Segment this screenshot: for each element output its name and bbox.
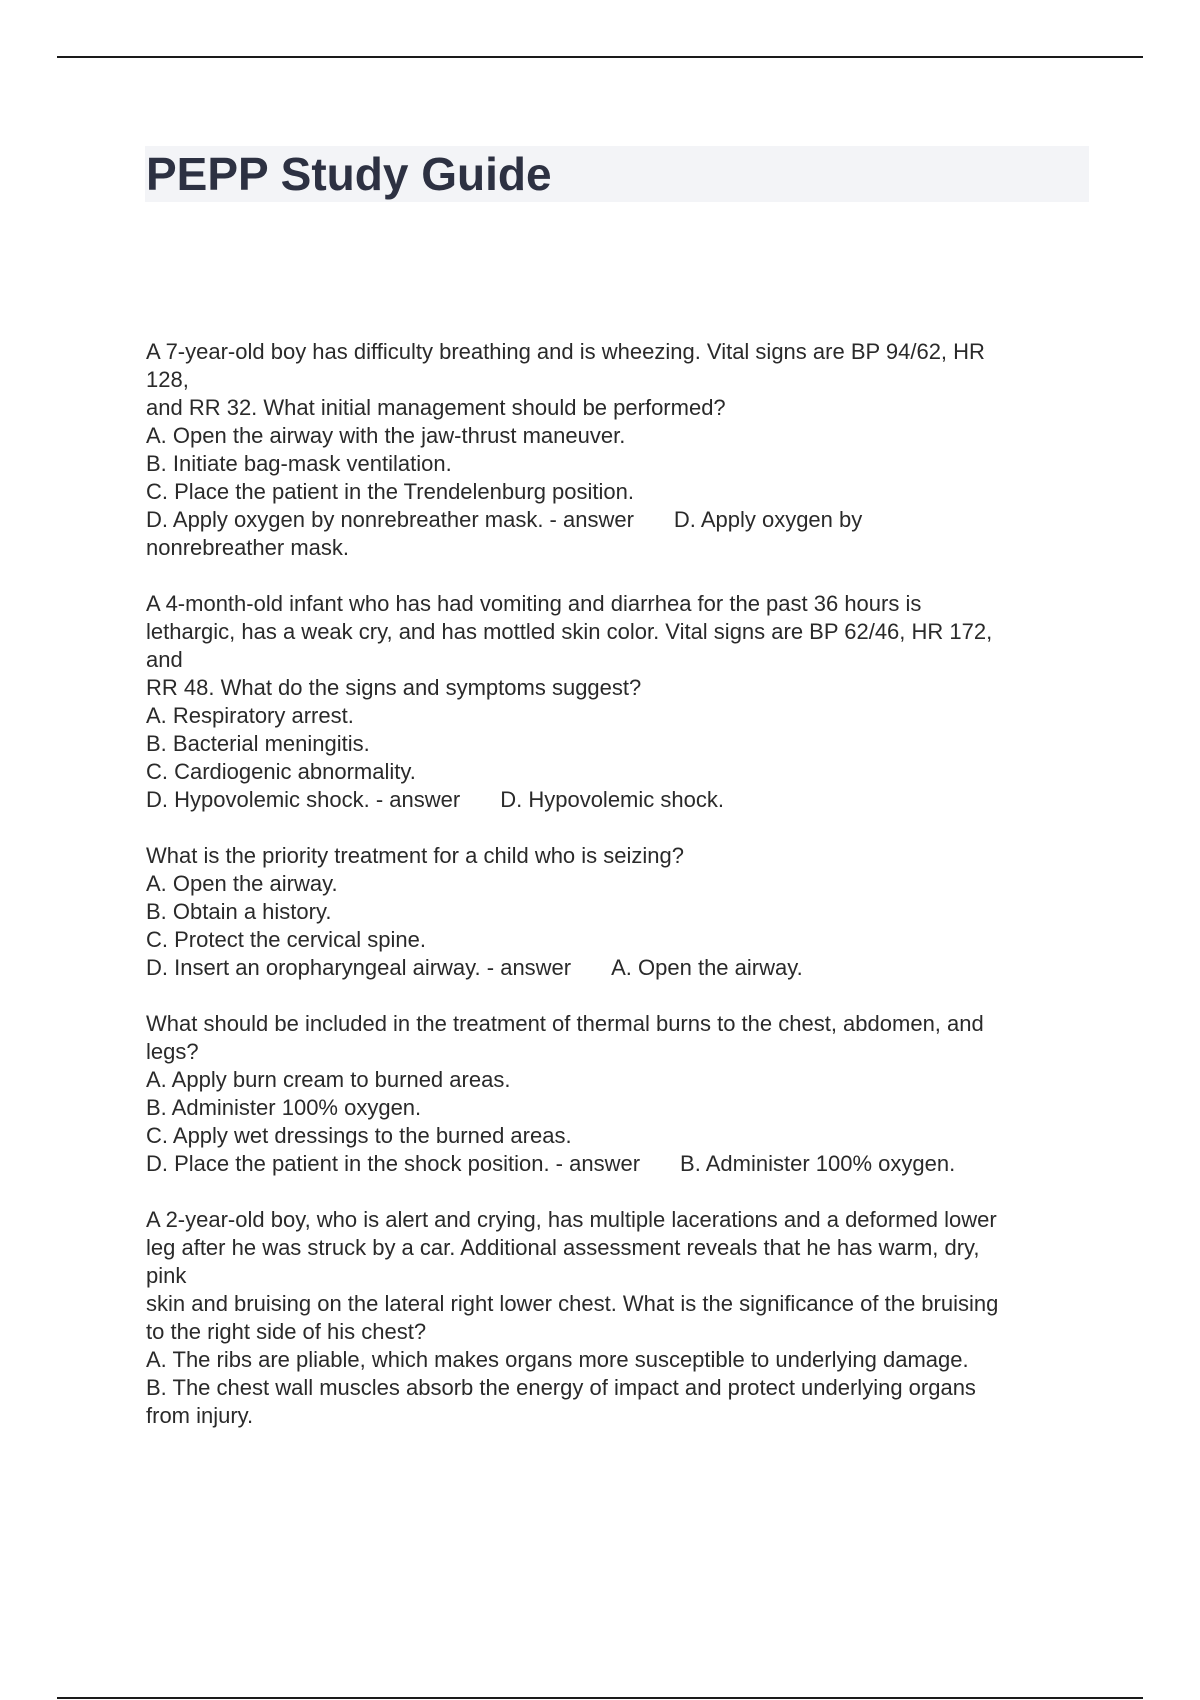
- question-4: [146, 1010, 1096, 1178]
- option-b: B. The chest wall muscles absorb the energy of impact and protect underlying organs: [146, 1375, 976, 1400]
- option-d: D. Insert an oropharyngeal airway. - answer: [146, 955, 572, 980]
- question-line: A 4-month-old infant who has had vomiting and diarrhea for the past 36 hours is: [146, 591, 922, 616]
- option-c: C. Cardiogenic abnormality.: [146, 759, 416, 784]
- question-line: and RR 32. What initial management should be performed?: [146, 395, 726, 420]
- option-a: A. Apply burn cream to burned areas.: [146, 1067, 511, 1092]
- top-rule: [57, 56, 1143, 58]
- option-b: B. Bacterial meningitis.: [146, 731, 370, 756]
- option-a: A. Open the airway.: [146, 871, 338, 896]
- question-line: lethargic, has a weak cry, and has mottled skin color. Vital signs are BP 62/46, HR 172,: [146, 619, 993, 644]
- question-line: A 7-year-old boy has difficulty breathing and is wheezing. Vital signs are BP 94/62, HR: [146, 339, 985, 364]
- question-line: pink: [146, 1263, 187, 1288]
- question-2: [146, 590, 1096, 814]
- answer-text-continued: nonrebreather mask.: [146, 535, 349, 560]
- option-b: B. Initiate bag-mask ventilation.: [146, 451, 452, 476]
- option-d-line: [146, 1150, 1096, 1178]
- option-d: D. Place the patient in the shock position. - answer: [146, 1151, 641, 1176]
- question-5: [146, 1206, 1096, 1430]
- option-d: D. Apply oxygen by nonrebreather mask. - answer: [146, 507, 634, 532]
- question-line: 128,: [146, 367, 189, 392]
- answer-text: D. Apply oxygen by: [673, 507, 863, 532]
- option-a: A. Open the airway with the jaw-thrust maneuver.: [146, 423, 626, 448]
- question-line: What is the priority treatment for a child who is seizing?: [146, 843, 685, 868]
- option-a: A. The ribs are pliable, which makes organs more susceptible to underlying damage.: [146, 1347, 969, 1372]
- question-line: A 2-year-old boy, who is alert and crying, has multiple lacerations and a deformed lower: [146, 1207, 997, 1232]
- question-1: [146, 338, 1096, 562]
- option-b-continued: from injury.: [146, 1403, 254, 1428]
- question-line: RR 48. What do the signs and symptoms suggest?: [146, 675, 642, 700]
- answer-text: B. Administer 100% oxygen.: [680, 1151, 956, 1176]
- answer-text: A. Open the airway.: [611, 955, 803, 980]
- question-line: What should be included in the treatment of thermal burns to the chest, abdomen, and: [146, 1011, 984, 1036]
- option-d: D. Hypovolemic shock. - answer: [146, 787, 461, 812]
- option-d-line: [146, 954, 1096, 982]
- questions-container: [146, 338, 1096, 1458]
- option-b: B. Obtain a history.: [146, 899, 332, 924]
- document-title: PEPP Study Guide: [146, 148, 552, 200]
- option-d-line: [146, 786, 1096, 814]
- question-line: skin and bruising on the lateral right lower chest. What is the significance of the bruising: [146, 1291, 999, 1316]
- question-line: to the right side of his chest?: [146, 1319, 427, 1344]
- question-line: legs?: [146, 1039, 199, 1064]
- option-b: B. Administer 100% oxygen.: [146, 1095, 422, 1120]
- option-c: C. Apply wet dressings to the burned areas.: [146, 1123, 572, 1148]
- question-line: leg after he was struck by a car. Additional assessment reveals that he has warm, dry,: [146, 1235, 980, 1260]
- bottom-rule: [57, 1697, 1143, 1699]
- answer-text: D. Hypovolemic shock.: [500, 787, 724, 812]
- option-d-line: [146, 506, 1096, 534]
- question-3: [146, 842, 1096, 982]
- option-c: C. Place the patient in the Trendelenburg position.: [146, 479, 634, 504]
- option-a: A. Respiratory arrest.: [146, 703, 354, 728]
- option-c: C. Protect the cervical spine.: [146, 927, 427, 952]
- question-line: and: [146, 647, 183, 672]
